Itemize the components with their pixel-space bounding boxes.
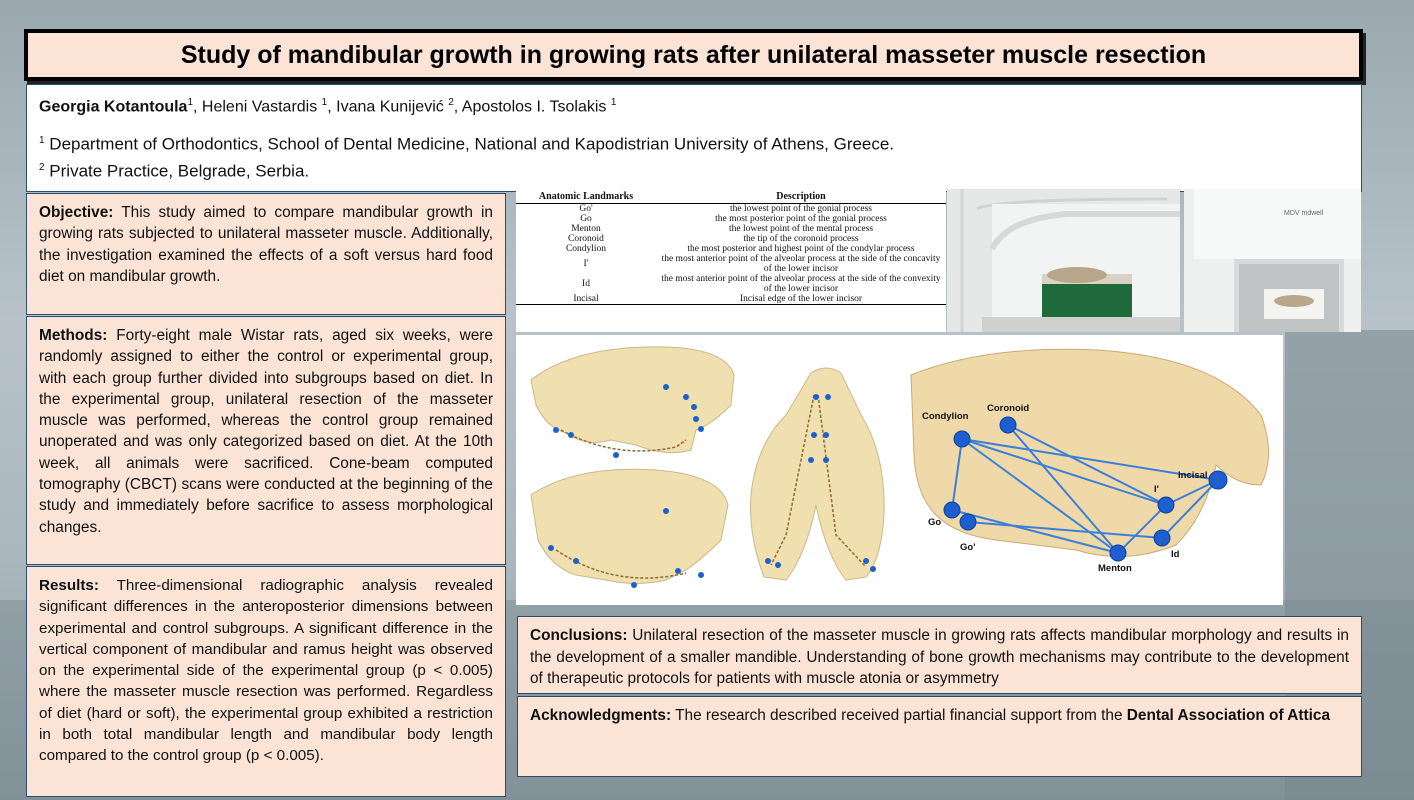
results-panel bbox=[26, 566, 506, 797]
landmark-label-condylion: Condylion bbox=[922, 411, 969, 422]
results-heading: Results: bbox=[39, 577, 99, 594]
landmark-name-cell: Coronoid bbox=[568, 234, 604, 244]
table-row bbox=[516, 234, 946, 244]
landmark-name-cell: Condylion bbox=[565, 244, 607, 254]
landmark-label-coronoid: Coronoid bbox=[987, 403, 1030, 414]
methods-heading: Methods: bbox=[39, 327, 108, 344]
cbct-scanner-photo bbox=[1184, 189, 1361, 332]
table-row bbox=[516, 214, 946, 224]
acknowledgments-panel bbox=[517, 696, 1362, 777]
landmark-name-cell: Go' bbox=[579, 204, 593, 214]
methods-text: Forty-eight male Wistar rats, aged six weeks, were randomly assigned to either the control or experimental group, with each group further divided into subgroups based on diet. In the experimental group, unilateral resection of the masseter muscle was performed, whereas the control group remained unoperated and was only categorized based on diet. At the 10th week, all animals were sacrificed. Cone-beam computed tomography (CBCT) scans were conducted at the beginning of the study and immediately before sacrifice to assess morphological changes. bbox=[39, 327, 493, 536]
landmark-description-cell: the most anterior point of the alveolar process at the side of the concavity of the lower incisor bbox=[661, 254, 941, 274]
poster-title: Study of mandibular growth in growing rats after unilateral masseter muscle resection bbox=[180, 40, 1207, 69]
landmark-table bbox=[516, 189, 946, 332]
skull-lateral-view bbox=[531, 469, 728, 588]
skull-ventral-view bbox=[751, 368, 885, 580]
landmark-description-cell: the tip of the coronoid process bbox=[743, 234, 859, 244]
author-name: Heleni Vastardis bbox=[201, 98, 322, 116]
landmark-label-i-prime: I' bbox=[1154, 484, 1159, 495]
conclusions-heading: Conclusions: bbox=[530, 627, 628, 644]
author-list bbox=[39, 93, 1349, 117]
landmark-description-cell: Incisal edge of the lower incisor bbox=[656, 294, 946, 305]
cbct-scanner-photo bbox=[947, 189, 1180, 332]
skull-landmark-diagram bbox=[911, 349, 1269, 574]
objective-heading: Objective: bbox=[39, 204, 114, 221]
table-row bbox=[516, 244, 946, 254]
methods-panel bbox=[26, 316, 506, 565]
affiliation-text: Private Practice, Belgrade, Serbia. bbox=[44, 161, 310, 181]
acknowledgments-heading: Acknowledgments: bbox=[530, 707, 672, 724]
author-affiliation-number: 1 bbox=[187, 97, 194, 108]
landmark-name-cell: Menton bbox=[571, 224, 601, 234]
results-text: Three-dimensional radiographic analysis revealed significant differences in the anteroposterior dimensions between experimental and control subgroups. A significant difference in the vertical component of mandibular and ramus height was observed on the experimental side of the experimental group (p < 0.005) where the masseter muscle resection was performed. Regardless of diet (hard or soft), the experimental group exhibited a restriction in both total mandibular length and mandibular body length compared to the control group (p < 0.005). bbox=[39, 577, 493, 765]
authors-section bbox=[26, 84, 1362, 192]
landmark-label-go-prime: Go' bbox=[960, 542, 976, 553]
affiliation bbox=[39, 156, 1349, 183]
table-row bbox=[516, 294, 946, 305]
landmark-description-cell: the most posterior point of the gonial process bbox=[715, 214, 887, 224]
affiliation bbox=[39, 129, 1349, 156]
landmark-label-id: Id bbox=[1171, 549, 1180, 560]
landmark-name-cell: Id bbox=[582, 279, 590, 289]
landmark-label-go: Go bbox=[928, 517, 942, 528]
landmark-description-cell: the lowest point of the mental process bbox=[728, 224, 874, 234]
author-separator: , bbox=[193, 98, 202, 116]
table-row bbox=[516, 254, 946, 274]
objective-text: This study aimed to compare mandibular growth in growing rats subjected to unilateral masseter muscle. Additionally, the investigation examined the effects of a soft versus hard food diet on mandibular growth. bbox=[39, 204, 493, 285]
scanner-brand-label: MDV mdwell bbox=[1284, 210, 1324, 217]
affiliation-text: Department of Orthodontics, School of Dental Medicine, National and Kapodistrian University of Athens, Greece. bbox=[44, 134, 895, 154]
affiliation-number: 1 bbox=[39, 135, 45, 147]
landmark-label-incisal: Incisal bbox=[1178, 470, 1208, 481]
objective-panel bbox=[26, 193, 506, 315]
conclusions-panel bbox=[517, 616, 1362, 694]
landmark-description-cell: the most anterior point of the alveolar process at the side of the convexity of the lower incisor bbox=[661, 274, 941, 294]
table-row bbox=[516, 274, 946, 294]
table-header: Description bbox=[656, 189, 946, 204]
author-affiliation-number: 1 bbox=[610, 97, 617, 108]
table-row bbox=[516, 224, 946, 234]
skull-landmark-figure bbox=[516, 335, 1283, 605]
conclusions-text: Unilateral resection of the masseter muscle in growing rats affects mandibular morphology and results in the development of a smaller mandible. Understanding of bone growth mechanisms may contribute to the development of therapeutic protocols for patients with muscle atonia or asymmetry bbox=[530, 627, 1349, 687]
acknowledgments-text: The research described received partial financial support from the bbox=[671, 707, 1127, 724]
author-name: Georgia Kotantoula bbox=[39, 98, 188, 116]
table-header: Anatomic Landmarks bbox=[516, 189, 656, 204]
affiliation-number: 2 bbox=[39, 161, 45, 173]
landmark-label-menton: Menton bbox=[1098, 563, 1132, 574]
author-name: Ivana Kunijević bbox=[336, 98, 449, 116]
skull-lateral-view bbox=[531, 347, 734, 458]
table-row bbox=[516, 204, 946, 215]
title-banner bbox=[24, 29, 1363, 81]
author-name: Apostolos I. Tsolakis bbox=[461, 98, 611, 116]
author-separator: , bbox=[453, 98, 462, 116]
author-affiliation-number: 1 bbox=[321, 97, 328, 108]
author-affiliation-number: 2 bbox=[448, 97, 454, 108]
landmark-name-cell: Go bbox=[580, 214, 592, 224]
landmark-description-cell: the most posterior and highest point of the condylar process bbox=[687, 244, 915, 254]
landmark-name-cell: Incisal bbox=[516, 294, 656, 305]
landmark-description-cell: the lowest point of the gonial process bbox=[730, 204, 872, 214]
author-separator: , bbox=[327, 98, 337, 116]
acknowledgments-sponsor: Dental Association of Attica bbox=[1126, 707, 1331, 724]
landmark-name-cell: I' bbox=[583, 259, 589, 269]
